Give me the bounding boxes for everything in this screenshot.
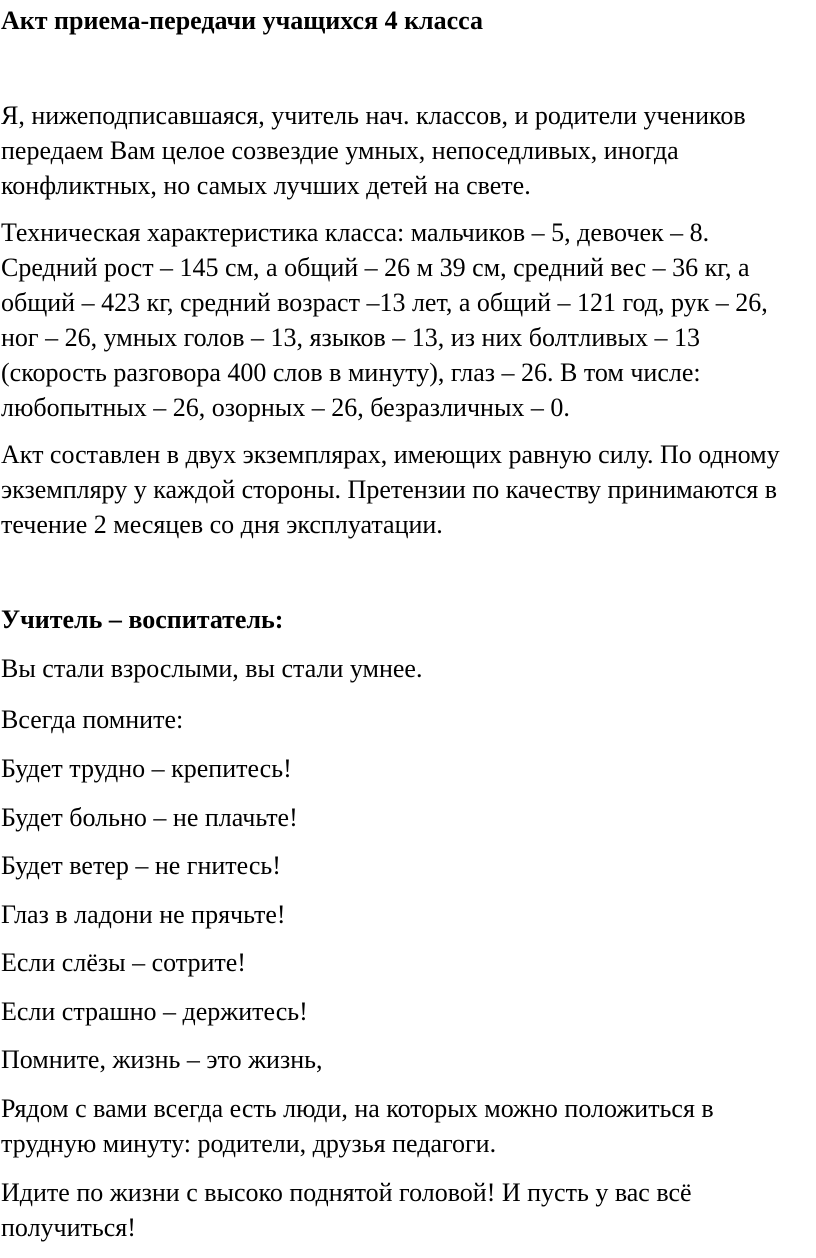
poem-line: Если слёзы – сотрите! [1, 948, 246, 977]
poem-line: Глаз в ладони не прячьте! [1, 900, 286, 929]
poem-line: Будет больно – не плачьте! [1, 803, 298, 832]
closing-paragraph: Рядом с вами всегда есть люди, на которых можно положиться в трудную минуту: родители, друзья педагоги. [1, 1094, 714, 1158]
poem-line: Всегда помните: [1, 705, 184, 734]
poem-line: Если страшно – держитесь! [1, 997, 308, 1026]
poem-line: Будет трудно – крепитесь! [1, 754, 292, 783]
document-title: Акт приема-передачи учащихся 4 класса [1, 6, 484, 35]
act-terms-paragraph: Акт составлен в двух экземплярах, имеющих равную силу. По одному экземпляру у каждой стороны. Претензии по качеству принимаются в течение 2 месяцев со дня эксплуатации. [1, 440, 780, 539]
teacher-heading: Учитель – воспитатель: [1, 605, 284, 634]
poem-line: Вы стали взрослыми, вы стали умнее. [1, 654, 423, 683]
intro-paragraph: Я, нижеподписавшаяся, учитель нач. классов, и родители учеников передаем Вам целое созвездие умных, непоседливых, иногда конфликтных, но самых лучших детей на свете. [1, 101, 746, 200]
poem-line: Помните, жизнь – это жизнь, [1, 1045, 323, 1074]
closing-paragraph: Идите по жизни с высоко поднятой головой! И пусть у вас всё получиться! [1, 1178, 692, 1242]
poem-line: Будет ветер – не гнитесь! [1, 851, 281, 880]
class-characteristics-paragraph: Техническая характеристика класса: мальчиков – 5, девочек – 8. Средний рост – 145 см, а общий – 26 м 39 см, средний вес – 36 кг, а общий – 423 кг, средний возраст –13 лет, а общий – 121 год, рук – 26, ног – 26, умных голов – 13, языков – 13, из них болтливых – 13 (скорость разговора 400 слов в минуту), глаз – 26. В том числе: любопытных – 26, озорных – 26, безразличных – 0. [1, 218, 768, 422]
